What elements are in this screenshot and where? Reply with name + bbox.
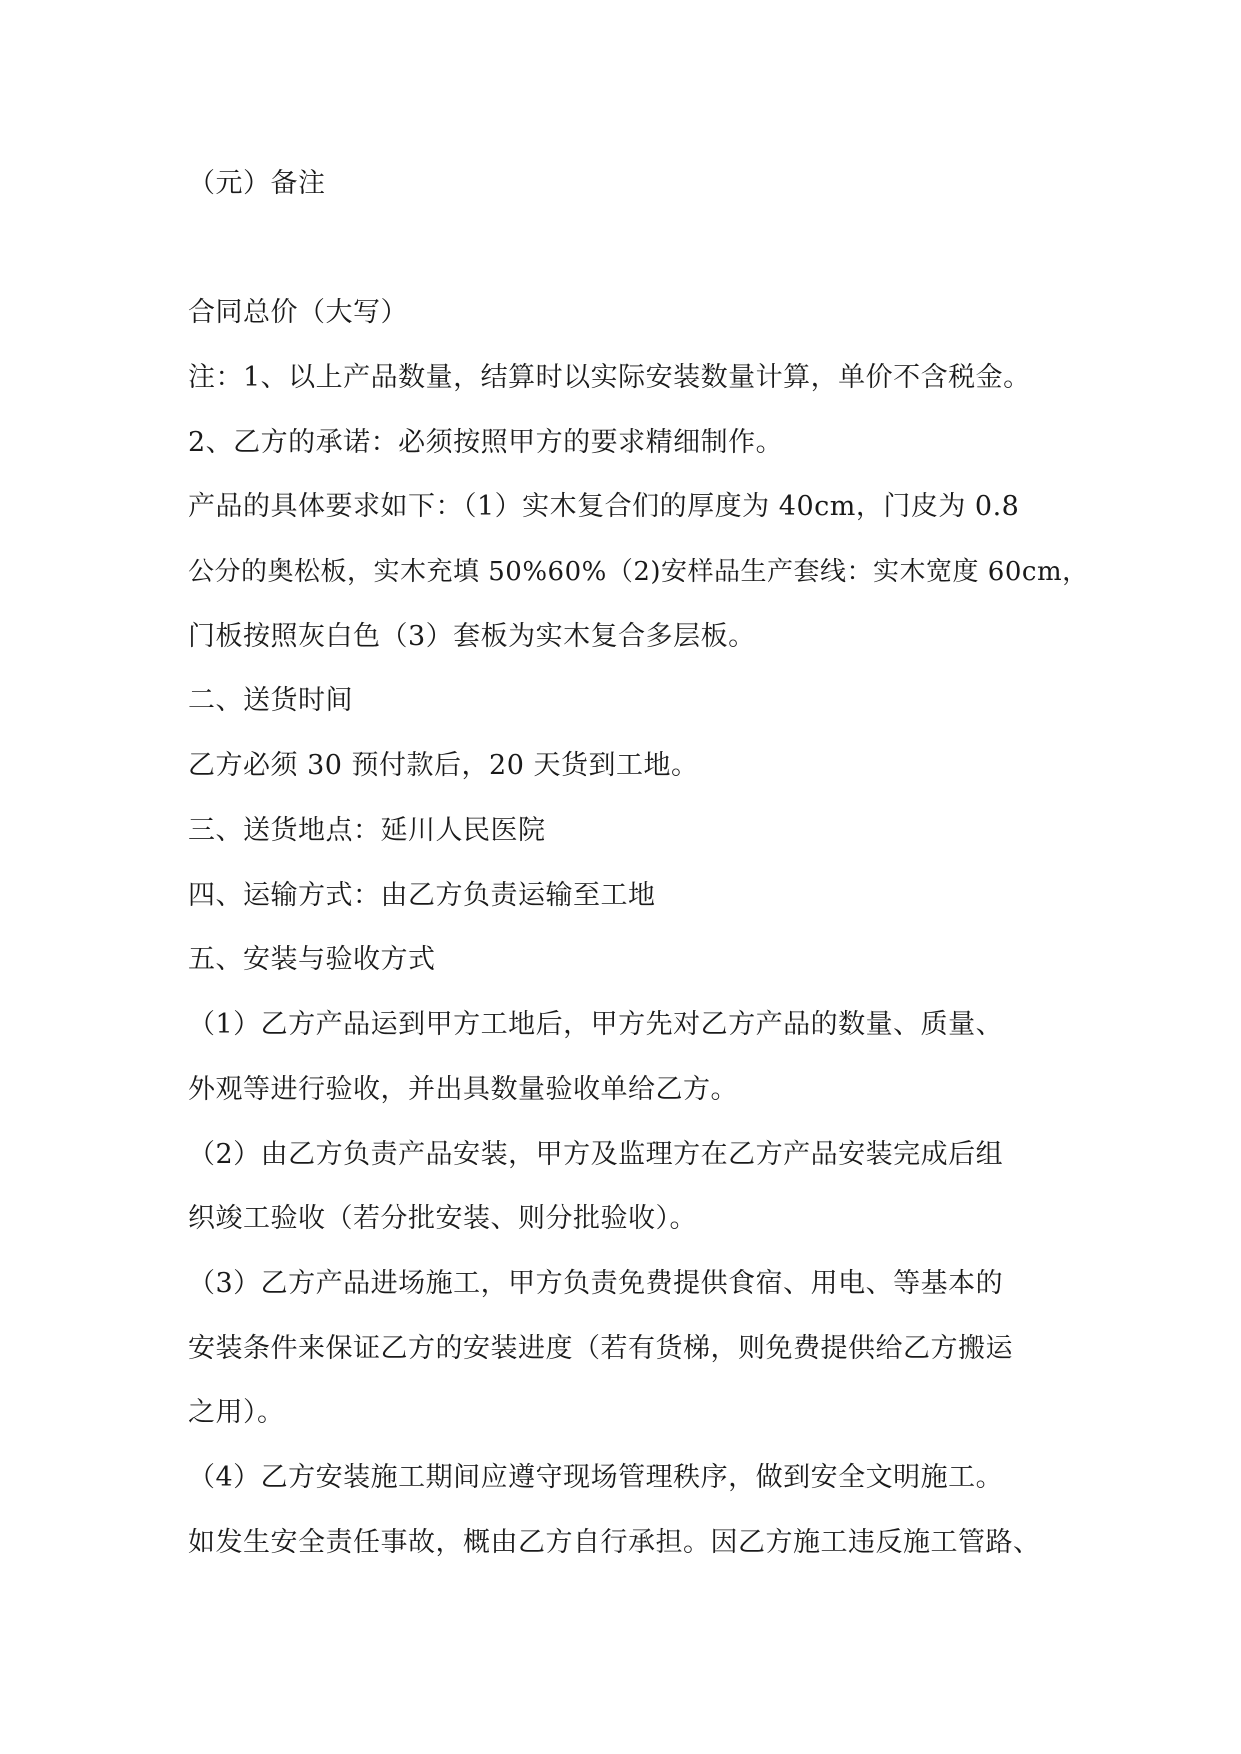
- installation-item-4-line-2: 如发生安全责任事故，概由乙方自行承担。因乙方施工违反施工管路、: [188, 1527, 1041, 1558]
- installation-item-3-line-1: （3）乙方产品进场施工，甲方负责免费提供食宿、用电、等基本的: [188, 1268, 1004, 1299]
- remarks-heading: （元）备注: [188, 168, 326, 199]
- installation-item-1-line-2: 外观等进行验收，并出具数量验收单给乙方。: [188, 1074, 738, 1105]
- installation-item-2-line-2: 织竣工验收（若分批安装、则分批验收）。: [188, 1203, 697, 1234]
- product-requirements-line-3: 门板按照灰白色（3）套板为实木复合多层板。: [188, 621, 756, 652]
- installation-item-3-line-3: 之用）。: [188, 1397, 285, 1428]
- product-requirements-line-2: 公分的奥松板，实木充填 50%60%（2)安样品生产套线：实木宽度 60cm，: [188, 557, 1089, 587]
- installation-item-2-line-1: （2）由乙方负责产品安装，甲方及监理方在乙方产品安装完成后组: [188, 1139, 1004, 1170]
- note-line-2: 2、乙方的承诺：必须按照甲方的要求精细制作。: [188, 427, 784, 458]
- delivery-time-text: 乙方必须 30 预付款后，20 天货到工地。: [188, 750, 699, 781]
- installation-item-1-line-1: （1）乙方产品运到甲方工地后，甲方先对乙方产品的数量、质量、: [188, 1009, 1004, 1040]
- installation-item-3-line-2: 安装条件来保证乙方的安装进度（若有货梯，则免费提供给乙方搬运: [188, 1333, 1013, 1364]
- installation-item-4-line-1: （4）乙方安装施工期间应遵守现场管理秩序，做到安全文明施工。: [188, 1462, 1004, 1493]
- section-installation-acceptance: 五、安装与验收方式: [188, 944, 436, 975]
- product-requirements-line-1: 产品的具体要求如下：（1）实木复合们的厚度为 40cm，门皮为 0.8: [188, 491, 1020, 522]
- section-delivery-location: 三、送货地点：延川人民医院: [188, 815, 546, 846]
- section-transport-method: 四、运输方式：由乙方负责运输至工地: [188, 880, 656, 911]
- section-delivery-time: 二、送货时间: [188, 685, 353, 716]
- contract-total-price: 合同总价（大写）: [188, 297, 408, 328]
- note-line-1: 注：1、以上产品数量，结算时以实际安装数量计算，单价不含税金。: [188, 362, 1031, 393]
